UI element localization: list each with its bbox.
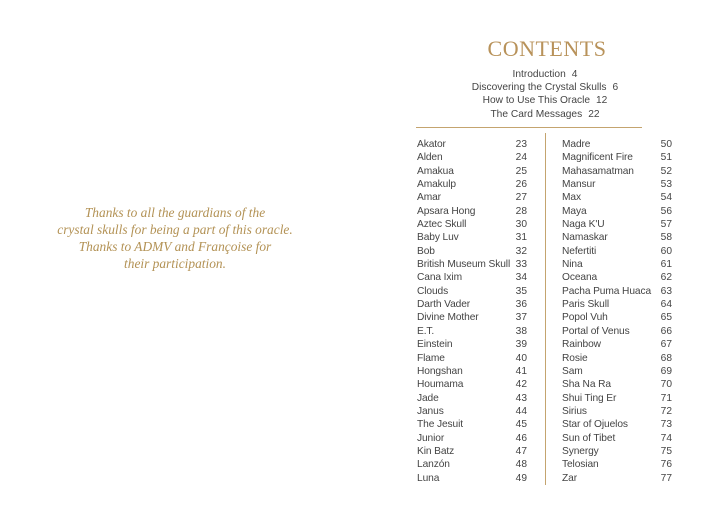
card-entry	[562, 445, 672, 458]
card-entry	[562, 432, 672, 445]
card-page-number: 54	[660, 192, 672, 204]
card-page-number: 36	[515, 299, 527, 311]
card-entry	[562, 178, 672, 191]
card-entry	[562, 245, 672, 258]
dedication	[52, 204, 298, 272]
card-page-number: 23	[515, 139, 527, 150]
card-name: Maya	[562, 205, 587, 217]
dedication-line: Thanks to all the guardians of the	[84, 205, 266, 220]
card-name: Nina	[562, 259, 583, 271]
card-entry	[417, 205, 527, 218]
card-name: Junior	[417, 432, 445, 444]
card-page-number: 57	[660, 219, 672, 231]
card-name: Houmama	[417, 379, 464, 391]
card-name: Amakua	[417, 165, 454, 177]
card-entry	[417, 245, 527, 258]
card-name: Cana Ixim	[417, 272, 462, 284]
card-name: E.T.	[417, 325, 435, 337]
card-page-number: 32	[515, 245, 527, 257]
card-entry	[562, 165, 672, 178]
section-label: The Card Messages	[490, 108, 583, 120]
card-name: Hongshan	[417, 365, 463, 377]
card-entry	[417, 138, 527, 151]
card-entry	[417, 405, 527, 418]
card-page-number: 61	[660, 259, 672, 271]
card-entry	[562, 151, 672, 164]
card-entry	[562, 311, 672, 324]
card-entry	[417, 365, 527, 378]
card-page-number: 45	[515, 419, 527, 431]
card-name: Amar	[417, 192, 441, 204]
horizontal-divider	[416, 127, 642, 128]
card-entry	[417, 432, 527, 445]
section-entry	[450, 68, 640, 81]
card-entry	[417, 271, 527, 284]
contents-page	[360, 0, 720, 530]
card-name: Zar	[562, 472, 577, 484]
card-page-number: 39	[515, 339, 527, 351]
card-name: Popol Vuh	[562, 312, 608, 324]
contents-title: CONTENTS	[487, 36, 607, 61]
card-page-number: 56	[660, 205, 672, 217]
section-page: 4	[571, 69, 578, 80]
card-page-number: 27	[515, 192, 527, 204]
card-page-number: 62	[660, 272, 672, 284]
card-page-number: 37	[515, 312, 527, 324]
card-entry	[562, 418, 672, 431]
card-entry	[562, 338, 672, 351]
card-entry	[417, 258, 527, 271]
card-name: Sam	[562, 365, 583, 377]
card-entry	[562, 365, 672, 378]
column-divider	[545, 133, 546, 485]
card-name: Rainbow	[562, 339, 601, 351]
card-name: Luna	[417, 472, 440, 484]
card-name: Max	[562, 192, 581, 204]
card-name: Mahasamatman	[562, 165, 634, 177]
card-page-number: 41	[515, 365, 527, 377]
card-name: Alden	[417, 152, 443, 164]
card-name: Portal of Venus	[562, 325, 630, 337]
card-entry	[417, 165, 527, 178]
card-entry	[417, 458, 527, 471]
card-entry	[562, 285, 672, 298]
card-list-left	[417, 138, 527, 485]
section-entry	[450, 108, 640, 121]
card-entry	[562, 191, 672, 204]
card-page-number: 47	[515, 445, 527, 457]
card-name: Baby Luv	[417, 232, 459, 244]
card-entry	[562, 392, 672, 405]
dedication-line: their participation.	[124, 256, 226, 271]
card-name: Darth Vader	[417, 299, 471, 311]
card-entry	[417, 418, 527, 431]
card-page-number: 76	[660, 459, 672, 471]
card-name: Namaskar	[562, 232, 608, 244]
card-name: Kin Batz	[417, 445, 455, 457]
card-name: Madre	[562, 139, 591, 150]
card-name: Bob	[417, 245, 435, 257]
card-name: Einstein	[417, 339, 453, 351]
card-entry	[417, 218, 527, 231]
card-page-number: 71	[660, 392, 672, 404]
card-page-number: 52	[660, 165, 672, 177]
card-page-number: 43	[515, 392, 527, 404]
card-entry	[417, 325, 527, 338]
card-entry	[417, 191, 527, 204]
card-name: Mansur	[562, 179, 596, 191]
card-entry	[417, 151, 527, 164]
card-entry	[562, 378, 672, 391]
card-name: Magnificent Fire	[562, 152, 633, 164]
card-name: Paris Skull	[562, 299, 610, 311]
card-entry	[562, 472, 672, 485]
card-entry	[417, 231, 527, 244]
card-entry	[417, 285, 527, 298]
card-name: Sun of Tibet	[562, 432, 616, 444]
card-page-number: 42	[515, 379, 527, 391]
section-page: 22	[588, 108, 600, 120]
card-name: Flame	[417, 352, 445, 364]
card-entry	[417, 311, 527, 324]
card-page-number: 44	[515, 405, 527, 417]
card-page-number: 28	[515, 205, 527, 217]
card-entry	[562, 352, 672, 365]
card-page-number: 77	[660, 472, 672, 484]
card-page-number: 74	[660, 432, 672, 444]
card-entry	[562, 218, 672, 231]
card-name: Sha Na Ra	[562, 379, 611, 391]
card-page-number: 31	[515, 232, 527, 244]
section-label: Introduction	[512, 69, 566, 80]
card-page-number: 25	[515, 165, 527, 177]
card-page-number: 26	[515, 179, 527, 191]
section-entry	[450, 94, 640, 107]
card-entry	[417, 338, 527, 351]
card-name: Amakulp	[417, 179, 456, 191]
card-entry	[417, 298, 527, 311]
dedication-line: Thanks to ADMV and Françoise for	[78, 239, 272, 254]
card-page-number: 35	[515, 285, 527, 297]
card-name: Jade	[417, 392, 439, 404]
card-page-number: 75	[660, 445, 672, 457]
card-page-number: 38	[515, 325, 527, 337]
card-name: Clouds	[417, 285, 449, 297]
card-name: Aztec Skull	[417, 219, 467, 231]
card-page-number: 69	[660, 365, 672, 377]
section-label: Discovering the Crystal Skulls	[471, 82, 607, 94]
card-page-number: 48	[515, 459, 527, 471]
card-name: Nefertiti	[562, 245, 597, 257]
card-name: The Jesuit	[417, 419, 463, 431]
card-page-number: 68	[660, 352, 672, 364]
card-entry	[562, 258, 672, 271]
card-entry	[562, 231, 672, 244]
card-entry	[417, 392, 527, 405]
card-name: Divine Mother	[417, 312, 479, 324]
card-entry	[562, 271, 672, 284]
card-name: Synergy	[562, 445, 599, 457]
card-entry	[562, 458, 672, 471]
card-name: Shui Ting Er	[562, 392, 617, 404]
section-entry	[450, 81, 640, 94]
card-page-number: 33	[515, 259, 527, 271]
card-list-right	[562, 138, 672, 485]
card-entry	[417, 178, 527, 191]
section-page: 12	[596, 95, 608, 107]
card-page-number: 73	[660, 419, 672, 431]
card-page-number: 72	[660, 405, 672, 417]
card-name: Akator	[417, 139, 446, 150]
card-entry	[417, 472, 527, 485]
main-sections	[450, 68, 640, 121]
card-page-number: 70	[660, 379, 672, 391]
card-name: Rosie	[562, 352, 588, 364]
card-page-number: 51	[660, 152, 672, 164]
card-page-number: 49	[515, 472, 527, 484]
card-page-number: 67	[660, 339, 672, 351]
card-page-number: 64	[660, 299, 672, 311]
card-name: Naga K'U	[562, 219, 605, 231]
card-page-number: 53	[660, 179, 672, 191]
card-page-number: 50	[660, 139, 672, 150]
card-name: Pacha Puma Huaca	[562, 285, 652, 297]
card-name: Sirius	[562, 405, 587, 417]
card-entry	[417, 378, 527, 391]
card-entry	[562, 138, 672, 151]
card-page-number: 58	[660, 232, 672, 244]
section-label: How to Use This Oracle	[482, 95, 591, 107]
card-name: Lanzón	[417, 459, 450, 471]
card-name: Telosian	[562, 459, 599, 471]
card-name: Oceana	[562, 272, 598, 284]
card-name: British Museum Skull	[417, 259, 511, 271]
card-page-number: 40	[515, 352, 527, 364]
card-entry	[417, 352, 527, 365]
card-entry	[562, 298, 672, 311]
card-page-number: 65	[660, 312, 672, 324]
dedication-line: crystal skulls for being a part of this oracle.	[57, 222, 293, 237]
card-page-number: 30	[515, 219, 527, 231]
card-name: Janus	[417, 405, 444, 417]
card-entry	[562, 325, 672, 338]
card-entry	[562, 205, 672, 218]
card-name: Apsara Hong	[417, 205, 476, 217]
card-page-number: 66	[660, 325, 672, 337]
section-page: 6	[612, 82, 619, 94]
card-page-number: 60	[660, 245, 672, 257]
card-name: Star of Ojuelos	[562, 419, 628, 431]
card-entry	[417, 445, 527, 458]
card-page-number: 63	[660, 285, 672, 297]
card-page-number: 24	[515, 152, 527, 164]
card-entry	[562, 405, 672, 418]
card-page-number: 34	[515, 272, 527, 284]
card-page-number: 46	[515, 432, 527, 444]
